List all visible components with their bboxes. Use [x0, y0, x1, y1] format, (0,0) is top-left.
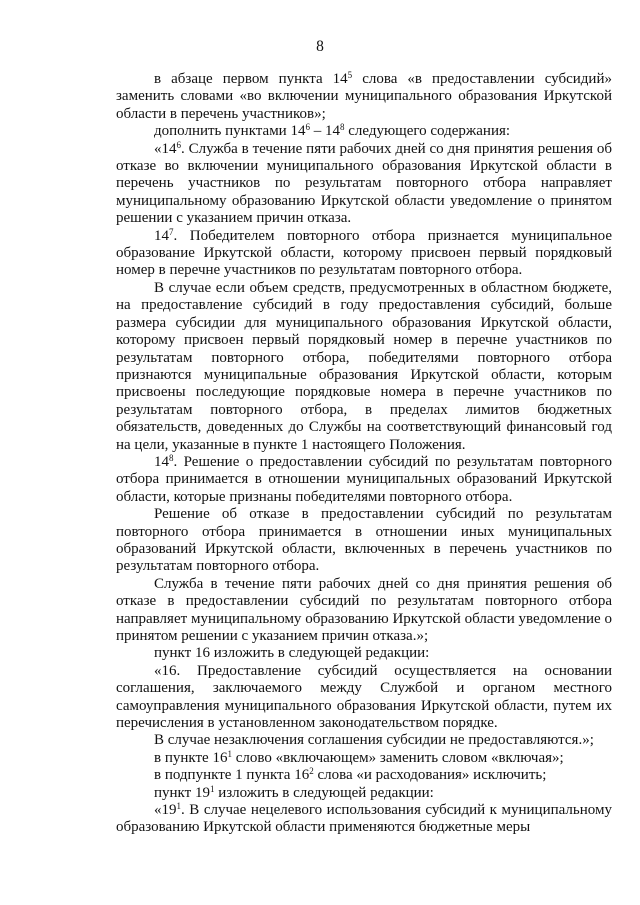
paragraph-budget-case: В случае если объем средств, предусмотренных в областном бюджете, на предоставление субсидий в году предоставления субсидий, больше размера субсидии для муниципального образования Иркутской области, которому присвоен первый порядковый номер в перечне участников по результатам повторного отбора, победителями повторного отбора признаются муниципальные образования Иркутской области, которым присвоены последующие порядковые номера в перечне участников по результатам повторного отбора, в пределах лимитов бюджетных обязательств, доведенных до Службы на соответствующий финансовый год на цели, указанные в пункте 1 настоящего Положения.	[116, 279, 612, 453]
paragraph-amend-14-5: в абзаце первом пункта $14^5$ слова «в предоставлении субсидий» заменить словами «во включении муниципального образования Иркутской области в перечень участников»;	[116, 70, 612, 122]
paragraph-19-1-edit: пункт $19^1$ изложить в следующей редакции:	[154, 783, 434, 801]
page-number: 8	[316, 38, 324, 55]
paragraph-16-2: в подпункте 1 пункта $16^2$ слова «и расходования» исключить;	[154, 766, 547, 784]
paragraph-16-1: в пункте $16^1$ слово «включающем» заменить словом «включая»;	[154, 748, 564, 766]
paragraph-no-agreement: В случае незаключения соглашения субсидии не предоставляются.»;	[154, 732, 594, 749]
paragraph-14-6: «$14^6$. Служба в течение пяти рабочих дней со дня принятия решения об отказе во включении муниципального образования Иркутской области в перечень участников по результатам повторного отбора направляет муниципальному образованию Иркутской области уведомление о принятом решении с указанием причин отказа.	[116, 139, 612, 227]
paragraph-refusal-notice: Служба в течение пяти рабочих дней со дня принятия решения об отказе в предоставлении субсидий по результатам повторного отбора направляет муниципальному образованию Иркутской области уведомление о принятом решении с указанием причин отказа.»;	[116, 575, 612, 644]
paragraph-add-points: дополнить пунктами $14^6 - 14^8$ следующего содержания:	[154, 122, 511, 140]
paragraph-point-16-edit: пункт 16 изложить в следующей редакции:	[154, 645, 430, 662]
paragraph-19-1: «$19^1$. В случае нецелевого использования субсидий к муниципальному образованию Иркутской области применяются бюджетные меры	[116, 801, 612, 836]
paragraph-16: «16. Предоставление субсидий осуществляется на основании соглашения, заключаемого между Службой и органом местного самоуправления муниципального образования Иркутской области, путем их перечисления в установленном законодательством порядке.	[116, 662, 612, 732]
paragraph-refusal-decision: Решение об отказе в предоставлении субсидий по результатам повторного отбора принимается в отношении иных муниципальных образований Иркутской области, включенных в перечень участников по результатам повторного отбора.	[116, 506, 612, 575]
document-body	[116, 71, 612, 837]
paragraph-14-7: $14^7$. Победителем повторного отбора признается муниципальное образование Иркутской области, которому присвоен первый порядковый номер в перечне участников по результатам повторного отбора.	[116, 226, 612, 279]
paragraph-14-8: $14^8$. Решение о предоставлении субсидий по результатам повторного отбора принимается в отношении муниципальных образований Иркутской области, которые признаны победителями повторного отбора.	[116, 452, 612, 505]
